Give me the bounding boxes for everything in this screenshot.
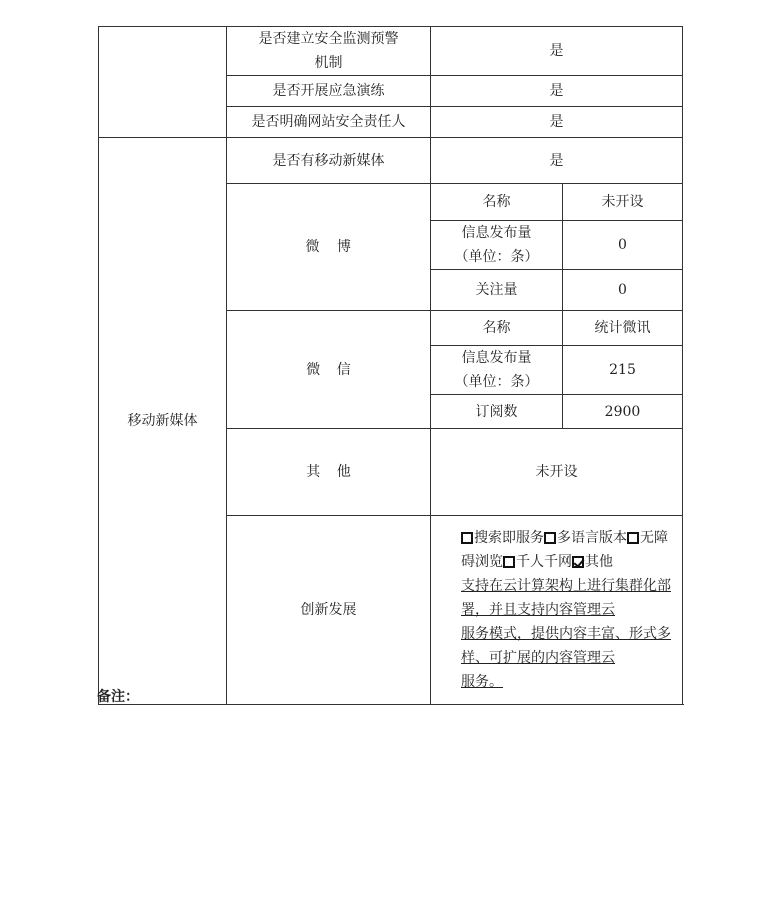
checkbox-other[interactable] [572,556,584,568]
other-media-label [227,429,431,516]
monitoring-label [227,27,431,76]
innovation-content [431,516,683,705]
wechat-subs-label: 订阅数 [431,395,563,429]
table-row [99,138,683,184]
mobile-section-label: 移动新媒体 [99,138,227,705]
option-label-search-service: 搜索即服务 [474,530,544,546]
innovation-options [461,526,674,574]
checkbox-personalized[interactable] [503,556,515,568]
wechat-name-value: 统计微讯 [563,311,683,346]
wechat-subs-value: 2900 [563,395,683,429]
other-text-line1: 支持在云计算架构上进行集群化部署，并且支持内容管理云 [461,578,671,618]
wechat-posts-label-line2: （单位：条） [454,374,539,390]
report-table [98,26,683,705]
drill-label: 是否开展应急演练 [227,76,431,107]
wechat-posts-value: 215 [563,346,683,395]
weibo-posts-label-line1: 信息发布量 [461,225,532,241]
other-text-line2: 服务模式，提供内容丰富、形式多样、可扩展的内容管理云 [461,626,671,666]
option-label-accessibility: 无障碍浏览 [461,530,668,570]
checkbox-search-service[interactable] [461,532,473,544]
monitoring-value: 是 [431,27,683,76]
weibo-posts-label [431,221,563,270]
wechat-label-text: 微 信 [306,361,351,378]
wechat-name-label: 名称 [431,311,563,346]
security-section-cell [99,27,227,138]
checkbox-multilingual[interactable] [544,532,556,544]
weibo-label [227,184,431,311]
weibo-label-text: 微 博 [305,239,352,255]
wechat-label [227,311,431,429]
wechat-posts-label [431,346,563,395]
weibo-posts-label-line2: （单位：条） [454,249,539,265]
option-label-other: 其他 [585,554,613,570]
weibo-name-label: 名称 [431,184,563,221]
option-label-personalized: 千人千网 [516,554,572,570]
weibo-name-value: 未开设 [563,184,683,221]
weibo-followers-value: 0 [563,270,683,311]
drill-value: 是 [431,76,683,107]
responsible-label: 是否明确网站安全责任人 [227,107,431,138]
wechat-posts-label-line1: 信息发布量 [461,350,532,366]
table-row [99,27,683,76]
note-label: 备注： [97,689,139,705]
option-label-multilingual: 多语言版本 [557,530,627,546]
other-text-line3 [461,670,674,694]
has-media-label: 是否有移动新媒体 [227,138,431,184]
weibo-followers-label: 关注量 [431,270,563,311]
responsible-value: 是 [431,107,683,138]
monitoring-label-line2: 机制 [314,55,343,71]
innovation-section-label: 创新发展 [227,516,431,705]
weibo-posts-value: 0 [563,221,683,270]
other-media-label-text: 其 他 [306,464,351,480]
other-media-value: 未开设 [431,429,683,516]
has-media-value: 是 [431,138,683,184]
monitoring-label-line1: 是否建立安全监测预警 [258,31,399,47]
other-text-line3-text: 服务。 [461,674,503,690]
checkbox-accessibility[interactable] [627,532,639,544]
